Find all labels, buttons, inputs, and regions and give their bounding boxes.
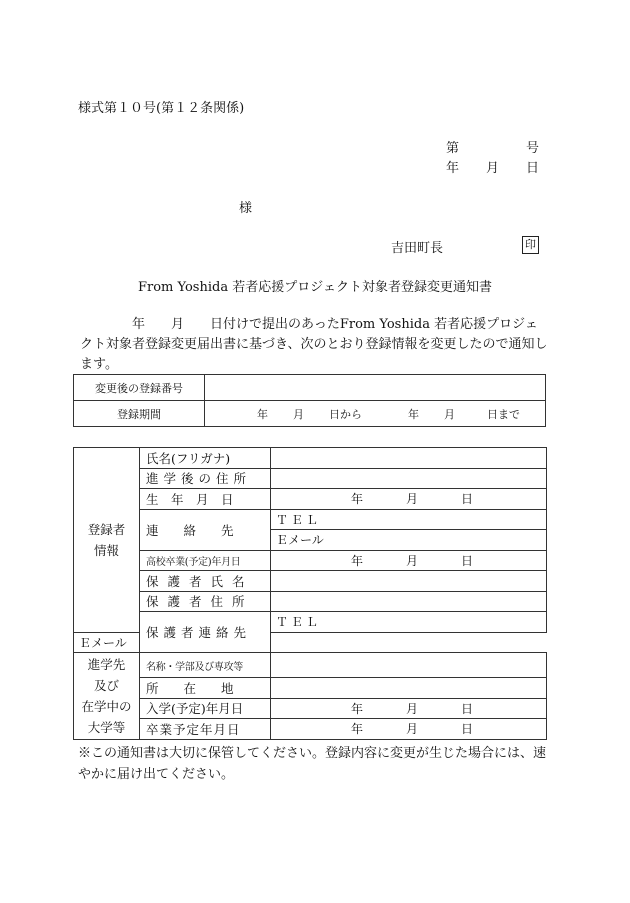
registration-period-label: 登録期間 bbox=[74, 401, 205, 427]
recipient-sama: 様 bbox=[239, 201, 253, 216]
table-row bbox=[74, 468, 547, 489]
post-address-label: 進学後の住所 bbox=[140, 468, 271, 489]
enroll-date-label: 入学(予定)年月日 bbox=[140, 698, 271, 719]
table-row bbox=[74, 612, 547, 633]
registrant-group-line1: 登録者 bbox=[87, 521, 126, 537]
table-row bbox=[74, 678, 547, 699]
registration-period-value bbox=[205, 401, 546, 427]
guardian-address-label: 保護者住所 bbox=[140, 591, 271, 612]
period-to-year: 年 bbox=[408, 407, 419, 421]
registration-number-value bbox=[205, 375, 546, 401]
date-month: 月 bbox=[486, 161, 500, 176]
period-from-year: 年 bbox=[257, 407, 268, 421]
enroll-month: 月 bbox=[406, 701, 419, 716]
period-from-day: 日から bbox=[329, 407, 362, 421]
date-day: 日 bbox=[526, 161, 540, 176]
guardian-contact-email: Ｅメール bbox=[74, 632, 140, 653]
contact-label: 連 絡 先 bbox=[140, 509, 271, 550]
name-furigana-value bbox=[271, 448, 547, 469]
contact-tel: ＴＥＬ bbox=[271, 509, 547, 530]
seal-box: 印 bbox=[522, 236, 539, 254]
period-from-month: 月 bbox=[293, 407, 304, 421]
footer-note: ※この通知書は大切に保管してください。登録内容に変更が生じた場合には、速やかに届け出てください。 bbox=[78, 746, 547, 782]
school-info-group bbox=[74, 653, 140, 740]
doc-number-go: 号 bbox=[526, 141, 540, 156]
table-row bbox=[74, 489, 547, 510]
guardian-name-label: 保護者氏名 bbox=[140, 571, 271, 592]
birthdate-label: 生 年 月 日 bbox=[140, 489, 271, 510]
location-value bbox=[271, 678, 547, 699]
registrant-group-line2: 情報 bbox=[93, 542, 119, 558]
sender-name: 吉田町長 bbox=[391, 241, 444, 256]
school-group-line3: 在学中の bbox=[81, 698, 132, 714]
grad-date-value bbox=[271, 719, 547, 740]
enroll-date-value bbox=[271, 698, 547, 719]
guardian-contact-tel: ＴＥＬ bbox=[271, 612, 547, 633]
table-row bbox=[74, 653, 547, 678]
name-furigana-label: 氏名(フリガナ) bbox=[140, 448, 271, 469]
hs-grad-year: 年 bbox=[351, 553, 364, 568]
location-label: 所 在 地 bbox=[140, 678, 271, 699]
form-number: 様式第１０号(第１２条関係) bbox=[78, 101, 245, 116]
table-row bbox=[74, 401, 546, 427]
grad-day: 日 bbox=[461, 722, 474, 737]
grad-month: 月 bbox=[406, 722, 419, 737]
grad-year: 年 bbox=[351, 722, 364, 737]
table-row bbox=[74, 719, 547, 740]
body-paragraph bbox=[80, 315, 550, 375]
registration-table bbox=[73, 374, 546, 427]
school-group-line1: 進学先 bbox=[87, 656, 126, 672]
body-text: 年 月 日付けで提出のあったFrom Yoshida 若者応援プロジェクト対象者登録変更届出書に基づき、次のとおり登録情報を変更したので通知します。 bbox=[80, 317, 548, 372]
table-row bbox=[74, 698, 547, 719]
guardian-address-value bbox=[271, 591, 547, 612]
grad-date-label: 卒業予定年月日 bbox=[140, 719, 271, 740]
birth-day: 日 bbox=[461, 492, 474, 507]
school-name-value bbox=[271, 653, 547, 678]
hs-grad-label: 高校卒業(予定)年月日 bbox=[140, 550, 271, 571]
period-to-month: 月 bbox=[444, 407, 455, 421]
school-group-line2: 及び bbox=[93, 677, 119, 693]
hs-grad-value bbox=[271, 550, 547, 571]
table-row bbox=[74, 550, 547, 571]
birth-month: 月 bbox=[406, 492, 419, 507]
document-title: From Yoshida 若者応援プロジェクト対象者登録変更通知書 bbox=[138, 280, 492, 295]
table-row bbox=[74, 448, 547, 469]
enroll-day: 日 bbox=[461, 701, 474, 716]
hs-grad-day: 日 bbox=[461, 553, 474, 568]
enroll-year: 年 bbox=[351, 701, 364, 716]
guardian-name-value bbox=[271, 571, 547, 592]
registration-number-label: 変更後の登録番号 bbox=[74, 375, 205, 401]
info-table bbox=[73, 447, 547, 740]
hs-grad-month: 月 bbox=[406, 553, 419, 568]
birth-year: 年 bbox=[351, 492, 364, 507]
period-to-day: 日まで bbox=[487, 407, 520, 421]
table-row bbox=[74, 375, 546, 401]
contact-email: Ｅメール bbox=[271, 530, 547, 551]
date-year: 年 bbox=[446, 161, 460, 176]
birthdate-value bbox=[271, 489, 547, 510]
table-row bbox=[74, 509, 547, 530]
guardian-contact-label: 保護者連絡先 bbox=[140, 612, 271, 653]
registrant-info-group bbox=[74, 448, 140, 633]
doc-number-dai: 第 bbox=[446, 141, 460, 156]
school-group-line4: 大学等 bbox=[87, 719, 126, 735]
table-row bbox=[74, 571, 547, 592]
table-row bbox=[74, 591, 547, 612]
post-address-value bbox=[271, 468, 547, 489]
school-name-label: 名称・学部及び専攻等 bbox=[140, 653, 271, 678]
